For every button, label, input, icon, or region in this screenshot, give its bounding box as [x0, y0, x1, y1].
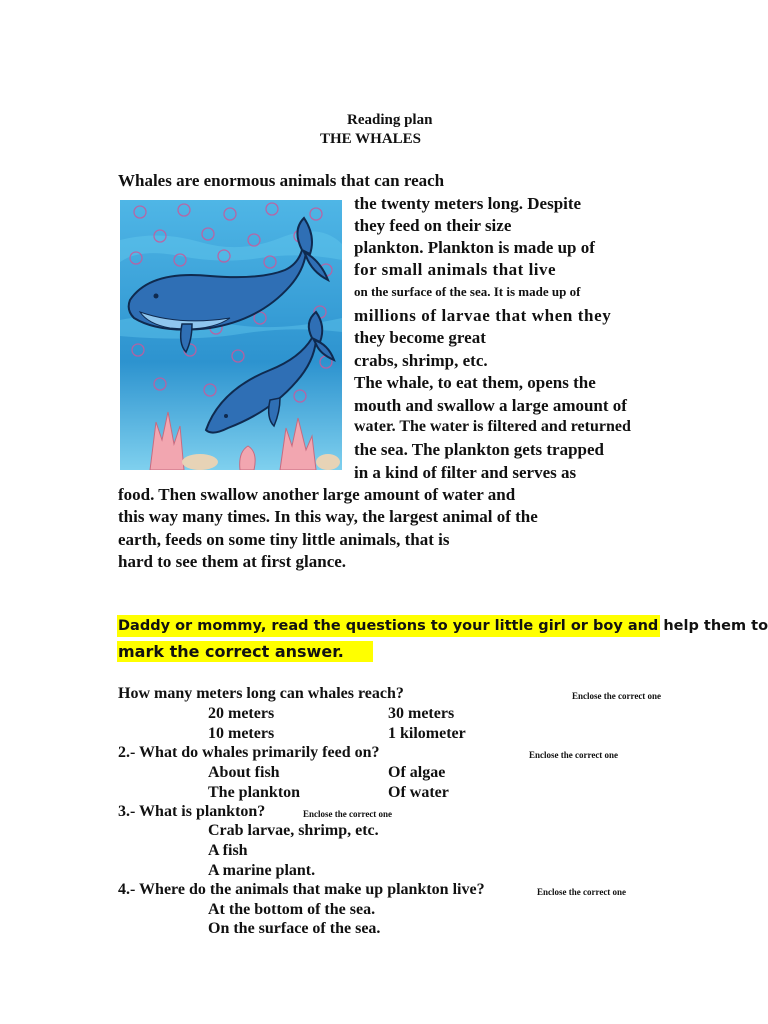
reading-line: on the surface of the sea. It is made up of	[354, 284, 581, 299]
reading-line: The whale, to eat them, opens the	[354, 373, 596, 392]
answer-option[interactable]: At the bottom of the sea.	[208, 901, 376, 918]
answer-option[interactable]: Of algae	[388, 764, 446, 781]
reading-line: crabs, shrimp, etc.	[354, 351, 488, 370]
answer-option[interactable]: A marine plant.	[208, 862, 316, 879]
reading-line: food. Then swallow another large amount of water and	[118, 485, 516, 504]
answer-option[interactable]: 30 meters	[388, 705, 455, 722]
page-subtitle: Reading plan	[347, 112, 433, 128]
reading-line: for small animals that live	[354, 260, 557, 279]
reading-line: earth, feeds on some tiny little animals, that is	[118, 530, 450, 549]
question-hint: Enclose the correct one	[529, 750, 619, 760]
answer-option[interactable]: About fish	[208, 764, 280, 781]
reading-line: water. The water is filtered and returned	[354, 418, 631, 435]
reading-line: they become great	[354, 328, 486, 347]
question-hint: Enclose the correct one	[303, 809, 393, 819]
answer-option[interactable]: 10 meters	[208, 725, 275, 742]
question-1: How many meters long can whales reach?	[118, 685, 404, 702]
answer-option[interactable]: 20 meters	[208, 705, 275, 722]
answer-option[interactable]: Of water	[388, 784, 449, 801]
instruction-line: Daddy or mommy, read the questions to your little girl or boy and help them to	[118, 618, 768, 634]
reading-line	[354, 216, 576, 236]
question-3: 3.- What is plankton?	[118, 803, 266, 820]
reading-line: plankton. Plankton is made up of	[354, 238, 595, 257]
page-title: THE WHALES	[320, 131, 422, 147]
answer-option[interactable]: Crab larvae, shrimp, etc.	[208, 822, 379, 839]
reading-line: the twenty meters long. Despite	[354, 194, 582, 213]
answer-option[interactable]: On the surface of the sea.	[208, 920, 381, 937]
question-hint: Enclose the correct one	[537, 887, 627, 897]
reading-line: millions of larvae that when they	[354, 306, 612, 325]
answer-option[interactable]: 1 kilometer	[388, 725, 466, 742]
reading-line: hard to see them at first glance.	[118, 552, 347, 571]
reading-line: mouth and swallow a large amount of	[354, 396, 627, 415]
question-hint: Enclose the correct one	[572, 691, 662, 701]
reading-text: they feed on their size	[354, 216, 512, 235]
instruction-line: mark the correct answer.	[118, 642, 344, 661]
reading-line: the sea. The plankton gets trapped	[354, 440, 604, 459]
reading-line: Whales are enormous animals that can reach	[118, 171, 445, 190]
question-2: 2.- What do whales primarily feed on?	[118, 744, 380, 761]
answer-option[interactable]: The plankton	[208, 784, 301, 801]
whales-illustration	[120, 200, 342, 470]
question-4: 4.- Where do the animals that make up plankton live?	[118, 881, 485, 898]
answer-option[interactable]: A fish	[208, 842, 248, 859]
reading-line: in a kind of filter and serves as	[354, 463, 577, 482]
reading-line: this way many times. In this way, the largest animal of the	[118, 507, 538, 526]
